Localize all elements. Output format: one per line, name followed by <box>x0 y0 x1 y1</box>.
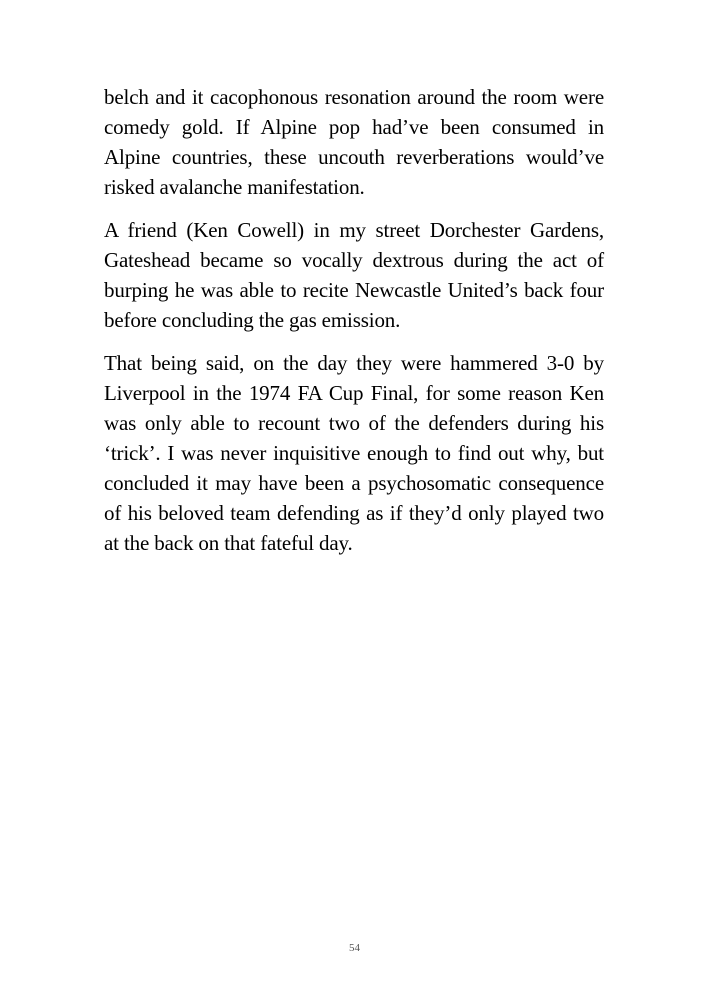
page-number: 54 <box>349 942 360 954</box>
body-text <box>104 82 604 571</box>
paragraph-1: belch and it cacophonous resonation around the room were comedy gold. If Alpine pop had’ve been consumed in Alpine countries, these uncouth reverberations would’ve risked avalanche manifestation. <box>104 85 604 199</box>
paragraph-3: That being said, on the day they were hammered 3-0 by Liverpool in the 1974 FA Cup Final, for some reason Ken was only able to recount two of the defenders during his ‘trick’. I was never inquisitive enough to find out why, but concluded it may have been a psychosomatic consequence of his beloved team defending as if they’d only played two at the back on that fateful day. <box>104 351 604 555</box>
paragraph-2: A friend (Ken Cowell) in my street Dorchester Gardens, Gateshead became so vocally dextrous during the act of burping he was able to recite Newcastle United’s back four before concluding the gas emission. <box>104 218 604 332</box>
